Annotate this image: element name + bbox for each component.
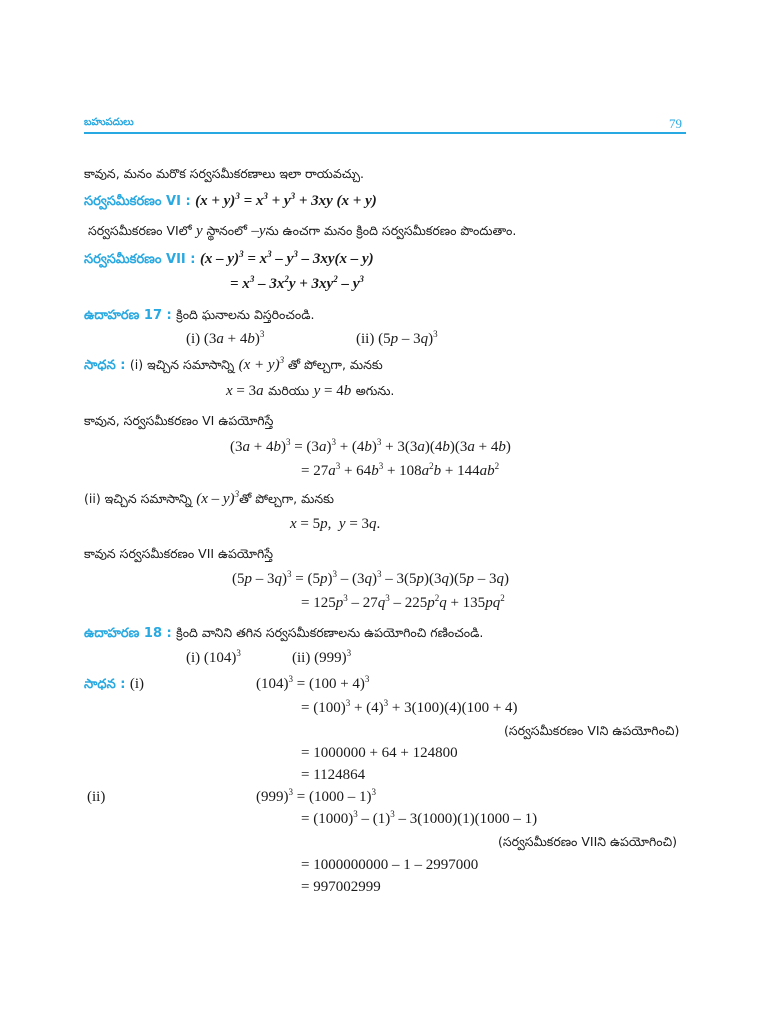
example-17-label: ఉదాహరణ 17 : (84, 308, 172, 323)
example-18-text: క్రింది వానిని తగిన సర్వసమీకరణాలను ఉపయోగించి గణించండి. (176, 625, 484, 640)
solution-18-i-line2: = $(100)^3 + (4)^3 + 3(100)(4)(100 + 4)$ (301, 698, 518, 716)
using-identity-6: కావున, సర్వసమీకరణం VI ఉపయోగిస్తే (84, 413, 274, 428)
solution-18-ii-line4: = 997002999 (301, 879, 381, 895)
solution-label: సాధన : (84, 358, 126, 373)
solution-18-i-line4: = 1124864 (301, 767, 366, 783)
page-header (84, 116, 686, 134)
solution-18-ii-line3: = 1000000000 – 1 – 2997000 (301, 857, 479, 873)
solution-18-ii-line1: $(999)^3 = (1000 - 1)^3$ (256, 787, 376, 805)
example-18-part-ii: (ii) $(999)^3$ (292, 648, 352, 666)
solution-18-label: సాధన : (84, 677, 126, 692)
solution-17-i-step1: $(3a + 4b)^3 = (3a)^3 + (4b)^3 + 3(3a)(4b)(3a + 4b)$ (230, 437, 511, 455)
example-17-part-i: (i) $(3a + 4b)^3$ (186, 329, 265, 347)
identity-6 (84, 192, 377, 211)
note-identity-7: (సర్వసమీకరణం VIIని ఉపయోగించి) (498, 834, 678, 849)
identity-7 (84, 250, 374, 269)
solution-17-ii-step1: $(5p - 3q)^3 = (5p)^3 - (3q)^3 - 3(5p)(3q)(5p - 3q)$ (232, 569, 509, 587)
solution-17-ii-step2: = $125p^3 - 27q^3 - 225p^2q + 135pq^2$ (301, 593, 505, 611)
using-identity-7: కావున సర్వసమీకరణం VII ఉపయోగిస్తే (84, 546, 274, 561)
intro-text: కావున, మనం మరొక సర్వసమీకరణాలు ఇలా రాయవచ్చు. (84, 166, 365, 181)
example-17 (84, 306, 314, 325)
page-number: 79 (669, 116, 682, 131)
solution-18: సాధన : (i) (84, 676, 145, 692)
solution-18-ii-line2: = $(1000)^3 - (1)^3 - 3(1000)(1)(1000 - 1)$ (301, 809, 538, 827)
example-18-part-i: (i) $(104)^3$ (186, 648, 241, 666)
identity-6-formula: $(x + y)^3 = x^3 + y^3 + 3xy$ (x + y) (195, 191, 377, 209)
solution-17-ii-values: x = 5p, y = 3q. (290, 516, 381, 532)
identity-7-formula: $(x - y)^3 = x^3 - y^3 - 3xy(x - y)$ (199, 249, 374, 267)
example-18-label: ఉదాహరణ 18 : (84, 626, 172, 641)
solution-17-ii: (ii) ఇచ్చిన సమాసాన్ని (x – y)$^3$తో పోల్చగా, మనకు (84, 489, 334, 507)
identity-7-label: సర్వసమీకరణం VII : (84, 252, 196, 267)
example-18 (84, 624, 483, 643)
solution-18-i-line3: = 1000000 + 64 + 124800 (301, 745, 458, 761)
solution-17-i-step2: = $27a^3 + 64b^3 + 108a^2b + 144ab^2$ (301, 461, 500, 479)
solution-17-i-values: x = 3a మరియు y = 4b అగును. (226, 383, 395, 399)
identity-7-expanded: = $x^3 - 3x^2y + 3xy^2 - y^3$ (230, 274, 364, 292)
chapter-title: బహుపదులు (84, 117, 134, 128)
solution-18-ii-label: (ii) (87, 789, 106, 805)
identity-6-label: సర్వసమీకరణం VI : (84, 194, 191, 209)
solution-18-i-line1: $(104)^3 = (100 + 4)^3$ (256, 674, 370, 692)
example-17-part-ii: (ii) (5p – 3q)$^3$ (356, 329, 438, 347)
identity-6-note: సర్వసమీకరణం VIలో y స్థానంలో –yను ఉంచగా మనం క్రింది సర్వసమీకరణం పొందుతాం. (88, 223, 517, 239)
solution-17-i: సాధన : (i) ఇచ్చిన సమాసాన్ని $(x + y)^3$ తో పోల్చగా, మనకు (84, 355, 383, 373)
example-17-text: క్రింది ఘనాలను విస్తరించండి. (176, 307, 315, 322)
note-identity-6: (సర్వసమీకరణం VIని ఉపయోగించి) (504, 723, 680, 738)
